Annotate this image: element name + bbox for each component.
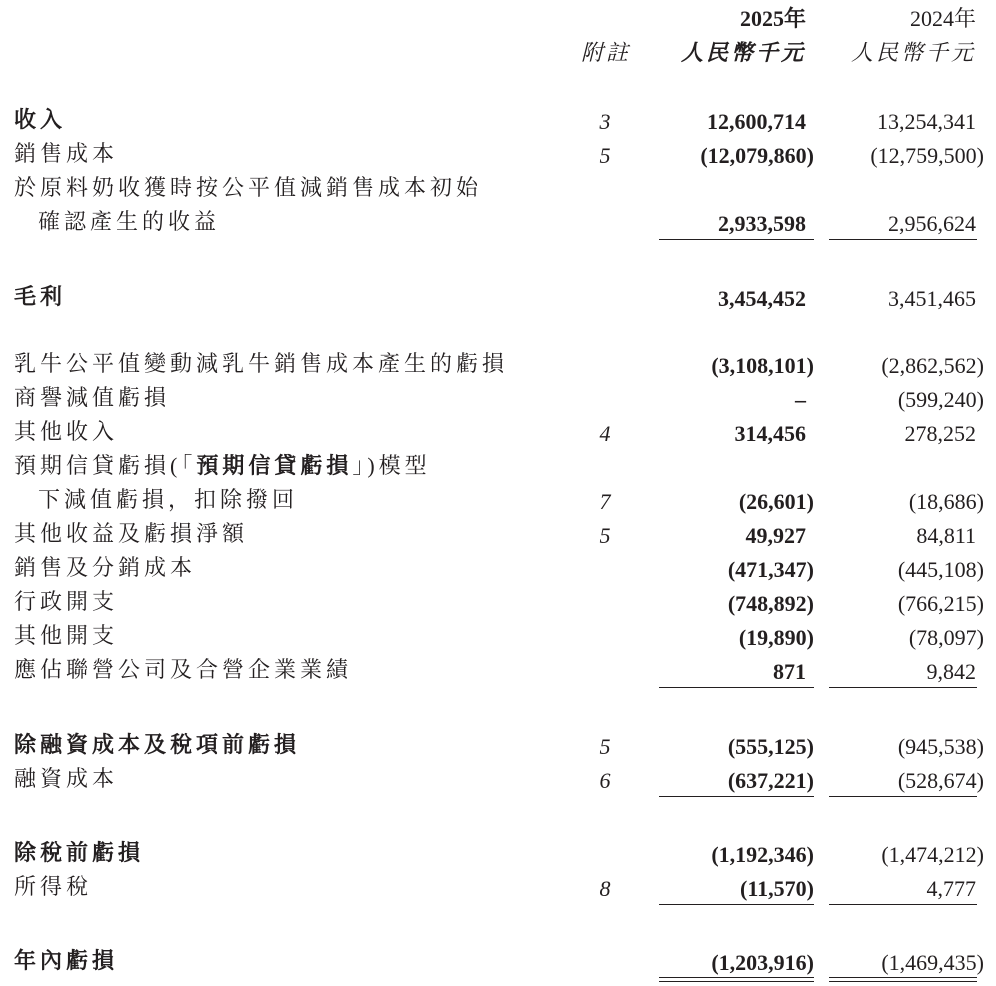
row-label-goodwill-impairment: 商譽減值虧損 (14, 385, 171, 410)
row-value-2024: 9,842 (926, 659, 976, 684)
row-value-2024: (599,240) (897, 387, 984, 412)
header-currency-2025: 人民幣千元 (680, 40, 806, 65)
row-value-2024: 13,254,341 (877, 109, 976, 134)
header-year-2024: 2024年 (909, 6, 976, 31)
row-note: 5 (599, 734, 611, 759)
row-label-finance-costs: 融資成本 (14, 766, 119, 791)
row-value-2025: 2,933,598 (718, 211, 806, 236)
row-label-ecl-pre: 預期信貸虧損(「 (14, 453, 197, 478)
row-label-ecl-post: 」)模型 (352, 453, 431, 478)
row-value-2024: 4,777 (926, 876, 976, 901)
row-value-2025: (471,347) (727, 557, 814, 582)
row-value-2025: (19,890) (738, 625, 814, 650)
row-label-loss-before-tax: 除稅前虧損 (14, 840, 145, 865)
row-value-2025: 12,600,714 (707, 109, 806, 134)
row-value-2025: 49,927 (745, 523, 806, 548)
row-value-2024: (78,097) (908, 625, 984, 650)
row-note: 5 (599, 523, 611, 548)
row-note: 4 (599, 421, 611, 446)
row-value-2025: (748,892) (727, 591, 814, 616)
row-label-loss-before-finance-tax: 除融資成本及稅項前虧損 (14, 732, 301, 757)
subtotal-rule (829, 904, 977, 905)
row-note: 3 (599, 109, 611, 134)
header-year-2025: 2025年 (739, 6, 806, 31)
row-label-other-gains-losses: 其他收益及虧損淨額 (14, 521, 249, 546)
row-note: 8 (599, 876, 611, 901)
row-value-2025: (26,601) (738, 489, 814, 514)
subtotal-rule (659, 239, 814, 240)
row-label-dairy-cow-loss: 乳牛公平值變動減乳牛銷售成本產生的虧損 (14, 351, 509, 376)
row-value-2024: (528,674) (897, 768, 984, 793)
header-currency-2024: 人民幣千元 (850, 40, 976, 65)
row-value-2024: 84,811 (916, 523, 976, 548)
row-value-2024: 278,252 (904, 421, 976, 446)
row-label-share-of-results: 應佔聯營公司及合營企業業績 (14, 657, 353, 682)
subtotal-rule (659, 796, 814, 797)
row-label-revenue: 收入 (14, 107, 67, 132)
total-double-rule-lower (829, 981, 977, 982)
row-label-administrative: 行政開支 (14, 589, 119, 614)
row-label-income-tax: 所得稅 (14, 874, 93, 899)
row-note: 7 (599, 489, 611, 514)
row-label-selling-distribution: 銷售及分銷成本 (14, 555, 197, 580)
row-value-2024: (445,108) (897, 557, 984, 582)
row-value-2025: (1,192,346) (711, 842, 814, 867)
row-label-ecl-bold: 預期信貸虧損 (196, 453, 353, 478)
row-value-2024: 2,956,624 (888, 211, 976, 236)
row-label-ecl-line2: 下減值虧損，扣除撥回 (38, 487, 299, 512)
row-value-2024: 3,451,465 (888, 286, 976, 311)
total-double-rule-upper (829, 977, 977, 978)
total-double-rule-lower (659, 981, 814, 982)
total-double-rule-upper (659, 977, 814, 978)
row-label-other-expenses: 其他開支 (14, 623, 119, 648)
row-value-2025: (1,203,916) (711, 950, 814, 975)
row-value-2024: (1,469,435) (881, 950, 984, 975)
row-label-raw-milk-gain: 於原料奶收獲時按公平值減銷售成本初始 (14, 175, 483, 200)
subtotal-rule (829, 687, 977, 688)
row-value-2025: (11,570) (740, 876, 814, 901)
subtotal-rule (829, 239, 977, 240)
row-value-2025: (12,079,860) (700, 143, 814, 168)
header-note-label: 附註 (580, 40, 631, 65)
row-value-2025: (3,108,101) (711, 353, 814, 378)
row-label-ecl (14, 455, 431, 477)
row-label-other-income: 其他收入 (14, 419, 119, 444)
row-value-2024: (945,538) (897, 734, 984, 759)
row-note: 5 (599, 143, 611, 168)
subtotal-rule (829, 796, 977, 797)
row-value-2024: (766,215) (897, 591, 984, 616)
row-label-raw-milk-gain-line2: 確認產生的收益 (38, 209, 221, 234)
row-value-2025: 3,454,452 (718, 286, 806, 311)
row-value-2024: (2,862,562) (881, 353, 984, 378)
row-label-gross-profit: 毛利 (14, 284, 67, 309)
row-note: 6 (599, 768, 611, 793)
subtotal-rule (659, 687, 814, 688)
row-value-2024: (1,474,212) (881, 842, 984, 867)
row-value-2025: 871 (773, 659, 806, 684)
row-value-2024: (12,759,500) (870, 143, 984, 168)
row-value-2024: (18,686) (908, 489, 984, 514)
row-label-loss-for-year: 年內虧損 (14, 948, 119, 973)
row-label-cost-of-sales: 銷售成本 (14, 141, 119, 166)
row-value-2025: (637,221) (727, 768, 814, 793)
subtotal-rule (659, 904, 814, 905)
row-value-2025: (555,125) (727, 734, 814, 759)
row-value-2025: 314,456 (734, 421, 806, 446)
row-value-2025: – (795, 387, 806, 412)
